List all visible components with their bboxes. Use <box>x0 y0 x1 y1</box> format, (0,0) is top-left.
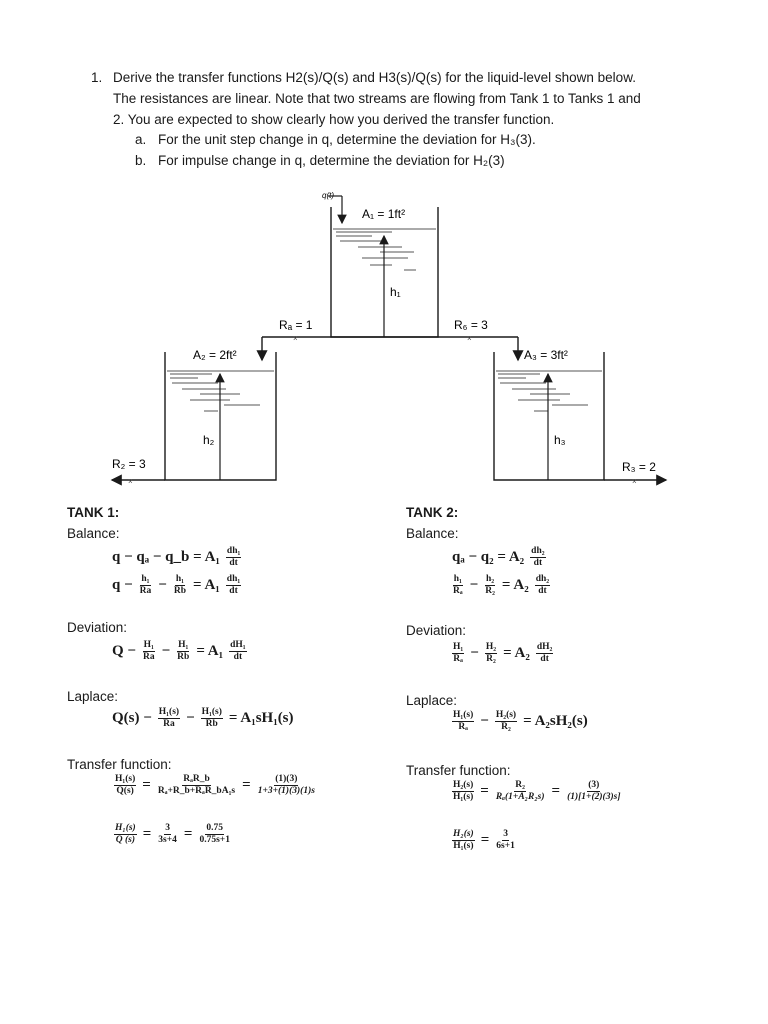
tank-2-balance-eq-1: qₐ − q₂ = A₂ $\frac{\text{dh₂}}{dt}$ <box>452 546 545 568</box>
tank-2-tf-eq-1: $\frac{\text{H₂(s)}}{\text{H₁(s)}}$ = $\frac{\text{R₂}}{\text{Rₐ(1+A₂R₂s)}}$ = $\frac{(3)}{(1)[1+(2)(3)s]}$ <box>453 780 621 802</box>
tank-1-tf-eq-2: $\frac{\text{H₁(s)}}{Q (s)}$ = $\frac{3}{3s+4}$ = $\frac{0.75}{0.75s+1}$ <box>115 823 230 845</box>
tank-1-balance-eq-1: q − qₐ − q_b = A₁ $\frac{\text{dh₁}}{dt}$ <box>112 546 241 568</box>
tank-1-heading: TANK 1: <box>67 505 120 520</box>
subpart-b-label: b. <box>135 153 147 168</box>
tank-system-diagram <box>0 180 768 490</box>
tank-2-deviation-label: Deviation: <box>406 623 467 638</box>
q-label: q(t) <box>322 191 334 200</box>
tank-2-heading: TANK 2: <box>406 505 459 520</box>
tank-2-area: A₂ = 2ft² <box>193 348 237 362</box>
tank-2-tf-eq-2: $\frac{\text{H₂(s)}}{\text{H₁(s)}}$ = $\frac{3}{6s+1}$ <box>453 829 515 851</box>
ra-valve-icon: × <box>293 334 298 343</box>
tank-1-balance-eq-2: q − $\frac{\text{h₁}}{Ra}$ − $\frac{\text{h₁}}{Rb}$ = A₁ $\frac{\text{dh₁}}{dt}$ <box>112 574 241 596</box>
rb-valve-icon: × <box>467 334 472 343</box>
subpart-b-text: For impulse change in q, determine the deviation for H₂(3) <box>158 153 505 168</box>
tank-2-balance-eq-2: $\frac{\text{h₁}}{\text{Rₐ}}$ − $\frac{\text{h₂}}{\text{R₂}}$ = A₂ $\frac{\text{dh₂}}{dt}$ <box>453 574 550 596</box>
tank-2-tf-label: Transfer function: <box>406 763 511 778</box>
tank-1-deviation-label: Deviation: <box>67 620 128 635</box>
tank-2-deviation-eq: $\frac{\text{H₁}}{\text{Rₐ}}$ − $\frac{\text{H₂}}{\text{R₂}}$ = A₂ $\frac{\text{dH₂}}{dt}$ <box>453 642 553 664</box>
r3-valve-icon: × <box>632 477 637 486</box>
tank-1-area: A₁ = 1ft² <box>362 207 406 221</box>
h3-label: h₃ <box>554 433 566 447</box>
tank-2-laplace-eq: $\frac{\text{H₁(s)}}{\text{Rₐ}}$ − $\frac{\text{H₂(s)}}{\text{R₂}}$ = A₂sH₂(s) <box>453 710 588 732</box>
r3-label: R₃ = 2 <box>622 460 656 474</box>
problem-number: 1. <box>91 70 103 85</box>
subpart-a-text: For the unit step change in q, determine the deviation for H₃(3). <box>158 132 536 147</box>
tank-1-tf-eq-1: $\frac{\text{H₁(s)}}{Q(s)}$ = $\frac{\text{RₐR\_b}}{\text{Rₐ+R\_b+RₐR\_bA₁s}}$ = $\frac{(1)(3)}{1+3+(1)(3)(1)s}$ <box>115 774 315 796</box>
problem-line-3: 2. You are expected to show clearly how you derived the transfer function. <box>113 112 555 127</box>
tank-2-laplace-label: Laplace: <box>406 693 458 708</box>
r2-label: R₂ = 3 <box>112 457 146 471</box>
tank-1-balance-label: Balance: <box>67 526 120 541</box>
h2-label: h₂ <box>203 433 215 447</box>
tank-3-area: A₃ = 3ft² <box>524 348 568 362</box>
tank-1-laplace-label: Laplace: <box>67 689 119 704</box>
problem-line-1: Derive the transfer functions H2(s)/Q(s) and H3(s)/Q(s) for the liquid-level shown below. <box>113 70 636 85</box>
tank-2-balance-label: Balance: <box>406 526 459 541</box>
rb-label: R₆ = 3 <box>454 318 488 332</box>
tank-1-deviation-eq: Q − $\frac{\text{H₁}}{Ra}$ − $\frac{\text{H₁}}{Rb}$ = A₁ $\frac{\text{dH₁}}{dt}$ <box>112 640 246 662</box>
tank-3-liquid-lines <box>496 371 602 411</box>
problem-line-2: The resistances are linear. Note that two streams are flowing from Tank 1 to Tanks 1 and <box>113 91 641 106</box>
ra-label: Rₐ = 1 <box>279 318 313 332</box>
r2-valve-icon: × <box>128 477 133 486</box>
h1-label: h₁ <box>390 285 401 299</box>
tank-1-laplace-eq: Q(s) − $\frac{\text{H₁(s)}}{Ra}$ − $\frac{\text{H₁(s)}}{Rb}$ = A₁sH₁(s) <box>112 707 294 729</box>
subpart-a-label: a. <box>135 132 147 147</box>
tank-1-tf-label: Transfer function: <box>67 757 172 772</box>
